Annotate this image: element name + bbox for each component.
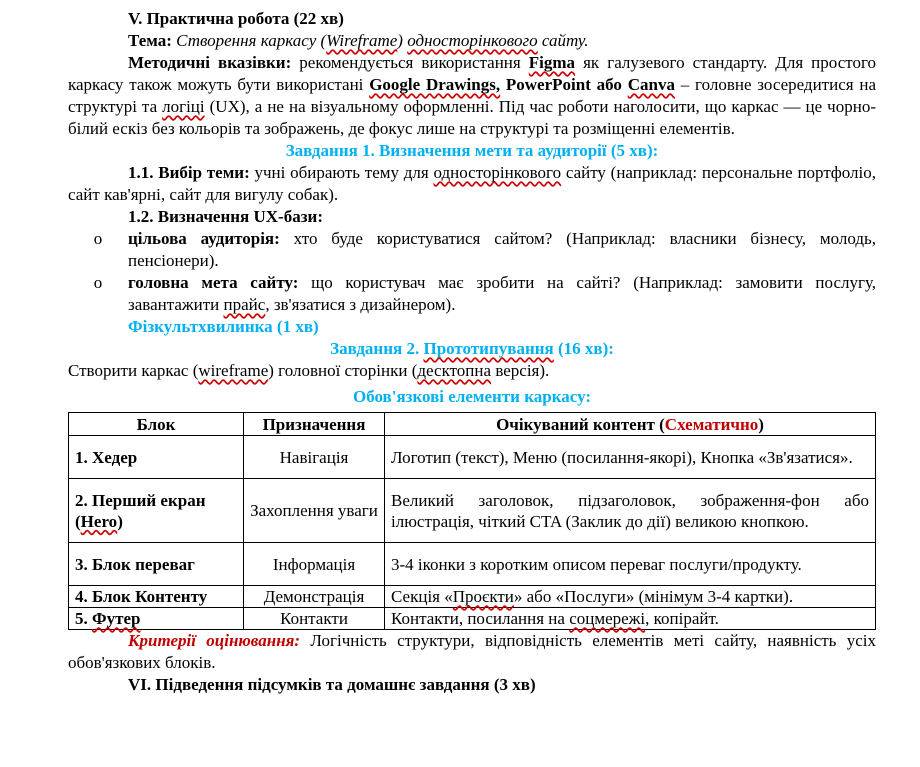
header-content: Очікуваний контент (Схематично): [385, 413, 876, 436]
cell-content: Великий заголовок, підзаголовок, зображення-фон або ілюстрація, чіткий CTA (Заклик до дії) великою кнопкою.: [385, 479, 876, 543]
fizkult-heading: Фізкультхвилинка (1 хв): [128, 317, 319, 336]
bullet-marker: o: [93, 229, 103, 248]
task1-2-ux-base: 1.2. Визначення UX-бази:: [128, 207, 324, 226]
table-row: [69, 608, 876, 630]
cell-content: 3-4 іконки з коротким описом переваг послуги/продукту.: [385, 543, 876, 586]
cell-block: 5. Футер: [69, 608, 244, 630]
cell-content: Логотип (текст), Меню (посилання-якорі), Кнопка «Зв'язатися».: [385, 436, 876, 479]
task1-heading: Завдання 1. Визначення мети та аудиторії (5 хв):: [285, 141, 659, 160]
method-guidelines: Методичні вказівки: рекомендується використання Figma як галузевого стандарту. Для простого каркасу також можуть бути використані Google Drawings, PowerPoint або Canva – головне зосередитися на структурі та логіці (UX), а не на візуальному оформленні. Під час роботи наголосити, що каркас — це чорно-білий ескіз без кольорів та зображень, де фокус лише на структурі та розміщенні елементів.: [68, 53, 876, 138]
table-row: [69, 543, 876, 586]
cell-content: Секція «Проєкти» або «Послуги» (мінімум 3-4 картки).: [385, 586, 876, 608]
table-header-row: [69, 413, 876, 436]
table-row: [69, 436, 876, 479]
topic-line: Тема: Створення каркасу (Wireframe) односторінкового сайту.: [128, 31, 589, 50]
task1-1-topic-choice: 1.1. Вибір теми: учні обирають тему для односторінкового сайту (наприклад: персональне портфоліо, сайт кав'ярні, сайт для вигулу собак).: [68, 163, 876, 204]
section-vi-title: VI. Підведення підсумків та домашнє завдання (3 хв): [128, 675, 536, 694]
cell-block: 2. Перший екран (Hero): [69, 479, 244, 543]
bullet-marker: o: [93, 273, 103, 292]
cell-block: 1. Хедер: [69, 436, 244, 479]
header-block: Блок: [69, 413, 244, 436]
task2-description: Створити каркас (wireframe) головної сторінки (десктопна версія).: [68, 361, 550, 380]
cell-purpose: Захоплення уваги: [244, 479, 385, 543]
table-row: [69, 479, 876, 543]
elements-heading: Обов'язкові елементи каркасу:: [352, 387, 592, 406]
cell-content: Контакти, посилання на соцмережі, копірайт.: [385, 608, 876, 630]
cell-purpose: Інформація: [244, 543, 385, 586]
wireframe-elements-table: [68, 412, 876, 630]
cell-block: 3. Блок переваг: [69, 543, 244, 586]
bullet-target-audience: o цільова аудиторія: хто буде користуватися сайтом? (Наприклад: власники бізнесу, молодь, пенсіонери).: [68, 228, 876, 272]
section-v-title: V. Практична робота (22 хв): [128, 9, 344, 28]
task2-heading: Завдання 2. Прототипування (16 хв):: [330, 339, 614, 358]
document: [68, 8, 876, 696]
cell-purpose: Навігація: [244, 436, 385, 479]
header-purpose: Призначення: [244, 413, 385, 436]
cell-block: 4. Блок Контенту: [69, 586, 244, 608]
bullet-site-goal: o головна мета сайту: що користувач має зробити на сайті? (Наприклад: замовити послугу, завантажити прайс, зв'язатися з дизайнером).: [68, 272, 876, 316]
table-row: [69, 586, 876, 608]
cell-purpose: Демонстрація: [244, 586, 385, 608]
grading-criteria: Критерії оцінювання: Логічність структури, відповідність елементів меті сайту, наявність усіх обов'язкових блоків.: [68, 631, 876, 672]
cell-purpose: Контакти: [244, 608, 385, 630]
